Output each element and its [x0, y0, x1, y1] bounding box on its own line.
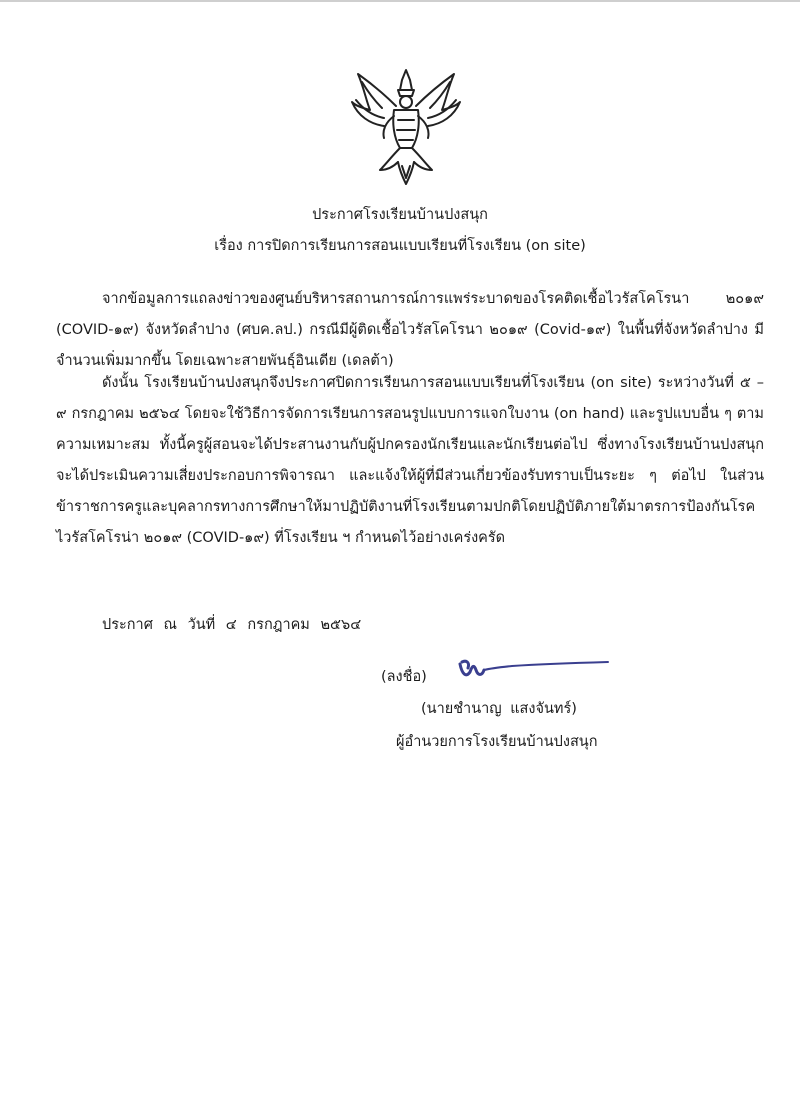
- document-subject: เรื่อง การปิดการเรียนการสอนแบบเรียนที่โรงเรียน (on site): [214, 238, 586, 254]
- paragraph-2: ดังนั้น โรงเรียนบ้านปงสนุกจึงประกาศปิดการเรียนการสอนแบบเรียนที่โรงเรียน (on site) ระหว่างวันที่ ๕ – ๙ กรกฎาคม ๒๕๖๔ โดยจะใช้วิธีการจัดการเรียนการสอนรูปแบบการแจกใบงาน (on hand) และรูปแบบอื่น ๆ ตามความเหมาะสม ทั้งนี้ครูผู้สอนจะได้ประสานงานกับผู้ปกครองนักเรียนและนักเรียนต่อไป ซึ่งทางโรงเรียนบ้านปงสนุกจะได้ประเมินความเสี่ยงประกอบการพิจารณา และแจ้งให้ผู้ที่มีส่วนเกี่ยวข้องรับทราบเป็นระยะ ๆ ต่อไป ในส่วนข้าราชการครูและบุคลากรทางการศึกษาให้มาปฏิบัติงานที่โรงเรียนตามปกติโดยปฏิบัติภายใต้มาตรการป้องกันโรคไวรัสโคโรน่า ๒๐๑๙ (COVID-๑๙) ที่โรงเรียน ฯ กำหนดไว้อย่างเคร่งครัด: [56, 375, 764, 546]
- signer-name: (นายชำนาญ แสงจันทร์): [421, 701, 577, 717]
- garuda-emblem-icon: [348, 66, 464, 186]
- signer-position: ผู้อำนวยการโรงเรียนบ้านปงสนุก: [396, 734, 598, 750]
- handwritten-signature: [452, 652, 614, 688]
- paragraph-1: จากข้อมูลการแถลงข่าวของศูนย์บริหารสถานการณ์การแพร่ระบาดของโรคติดเชื้อไวรัสโคโรนา ๒๐๑๙ (COVID-๑๙) จังหวัดลำปาง (ศบค.ลป.) กรณีมีผู้ติดเชื้อไวรัสโคโรนา ๒๐๑๙ (Covid-๑๙) ในพื้นที่จังหวัดลำปาง มีจำนวนเพิ่มมากขึ้น โดยเฉพาะสายพันธุ์อินเดีย (เดลต้า): [56, 291, 764, 369]
- signature-label: (ลงชื่อ): [381, 669, 427, 685]
- document-title: ประกาศโรงเรียนบ้านปงสนุก: [312, 207, 488, 223]
- announcement-date: ประกาศ ณ วันที่ ๔ กรกฎาคม ๒๕๖๔: [102, 617, 362, 633]
- top-border: [0, 0, 800, 2]
